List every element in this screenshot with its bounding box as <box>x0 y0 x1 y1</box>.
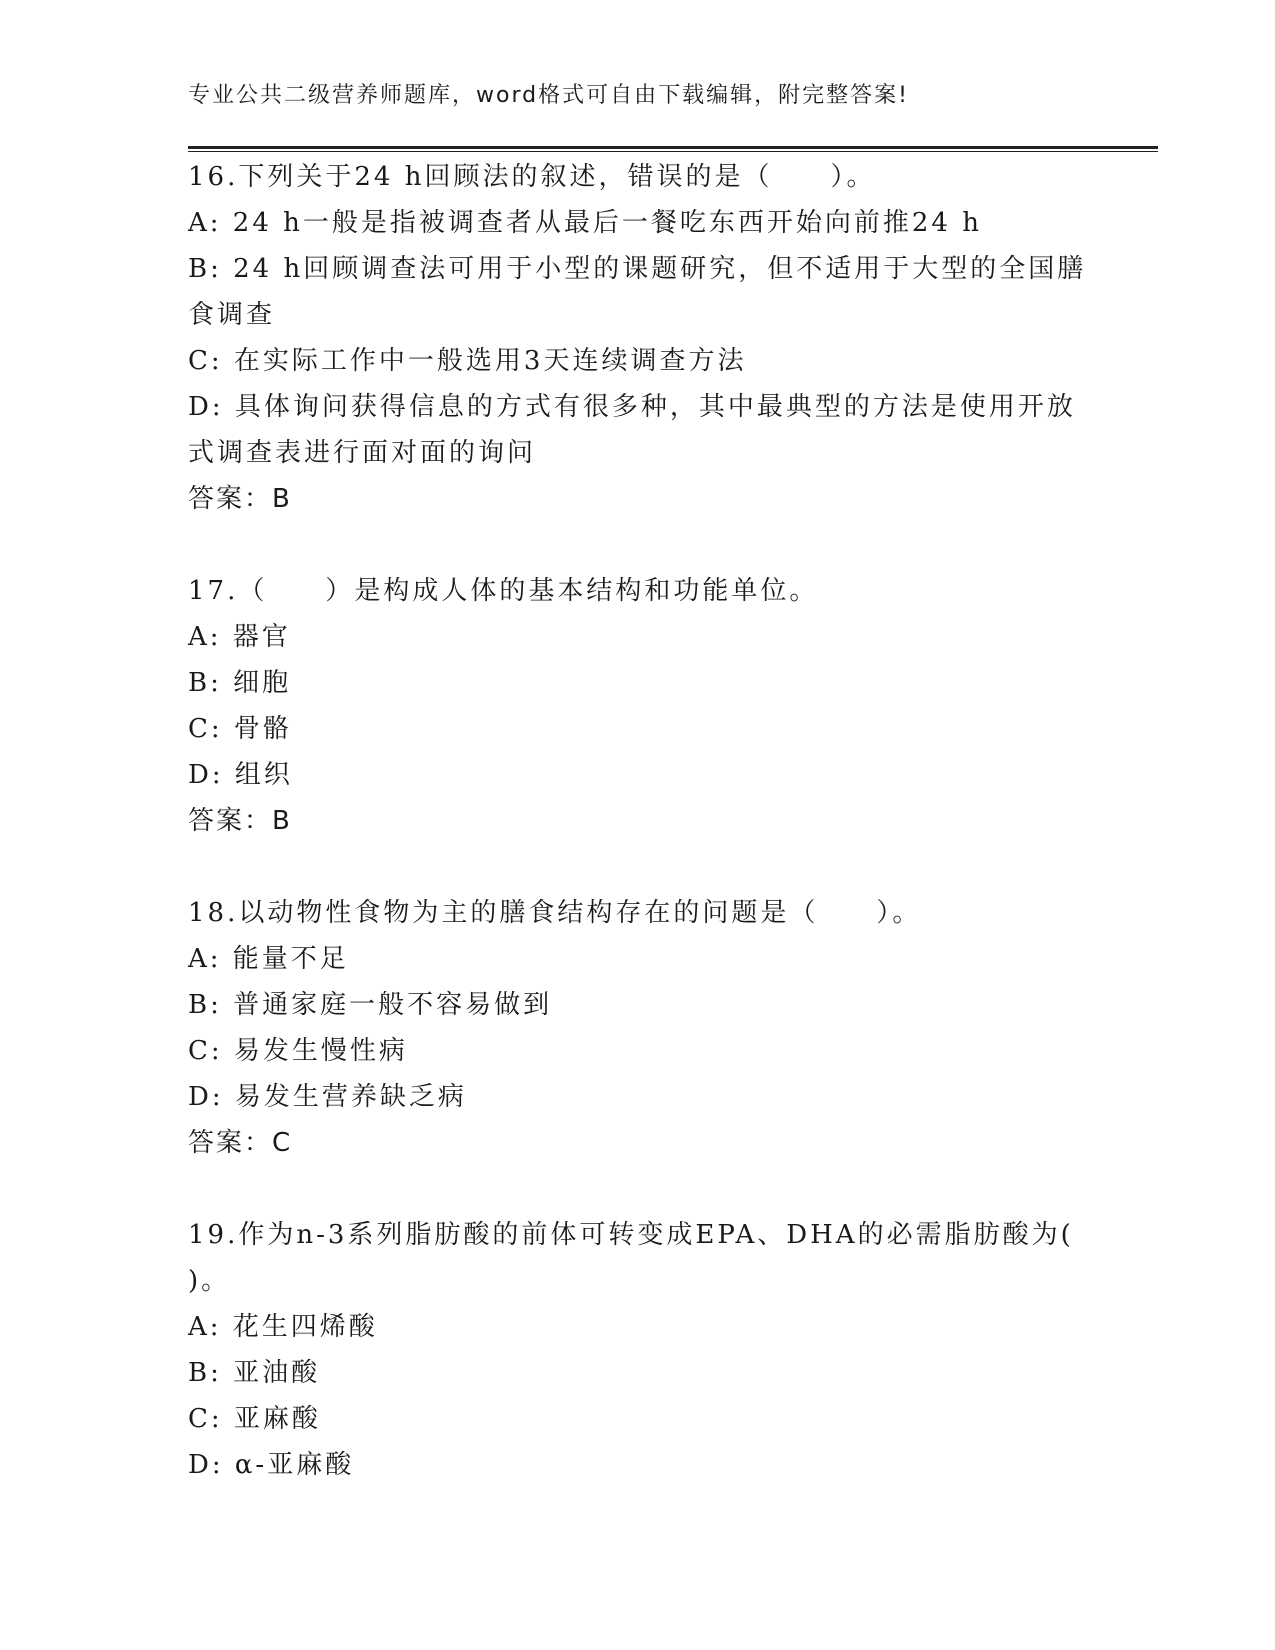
answer: 答案：B <box>188 806 292 836</box>
option-c: C: 亚麻酸 <box>188 1404 321 1434</box>
question-stem: 19.作为n-3系列脂肪酸的前体可转变成EPA、DHA的必需脂肪酸为( )。 <box>188 1220 1074 1296</box>
question-stem: 18.以动物性食物为主的膳食结构存在的问题是（ ）。 <box>188 898 922 928</box>
option-d: D: 组织 <box>188 760 293 790</box>
question-19 <box>188 1212 1088 1488</box>
question-list <box>188 154 1088 1534</box>
page-header: 专业公共二级营养师题库，word格式可自由下载编辑，附完整答案! <box>188 83 909 108</box>
option-d: D: 易发生营养缺乏病 <box>188 1082 467 1112</box>
option-c: C: 在实际工作中一般选用3天连续调查方法 <box>188 346 747 376</box>
option-c: C: 骨骼 <box>188 714 292 744</box>
option-d: D: α-亚麻酸 <box>188 1450 355 1480</box>
option-a: A: 器官 <box>188 622 291 652</box>
option-a: A: 24 h一般是指被调查者从最后一餐吃东西开始向前推24 h <box>188 208 982 238</box>
question-16 <box>188 154 1088 522</box>
option-d: D: 具体询问获得信息的方式有很多种，其中最典型的方法是使用开放式调查表进行面对面的询问 <box>188 392 1076 468</box>
option-b: B: 细胞 <box>188 668 292 698</box>
answer: 答案：C <box>188 1128 293 1158</box>
answer: 答案：B <box>188 484 292 514</box>
question-stem: 17.（ ）是构成人体的基本结构和功能单位。 <box>188 576 819 606</box>
option-a: A: 能量不足 <box>188 944 349 974</box>
option-b: B: 24 h回顾调查法可用于小型的课题研究，但不适用于大型的全国膳食调查 <box>188 254 1087 330</box>
question-stem: 16.下列关于24 h回顾法的叙述，错误的是（ ）。 <box>188 162 876 192</box>
question-17 <box>188 568 1088 844</box>
header-rule-thin <box>188 151 1158 152</box>
option-b: B: 亚油酸 <box>188 1358 321 1388</box>
header-rule-thick <box>188 146 1158 149</box>
option-b: B: 普通家庭一般不容易做到 <box>188 990 553 1020</box>
question-18 <box>188 890 1088 1166</box>
option-c: C: 易发生慢性病 <box>188 1036 408 1066</box>
option-a: A: 花生四烯酸 <box>188 1312 378 1342</box>
